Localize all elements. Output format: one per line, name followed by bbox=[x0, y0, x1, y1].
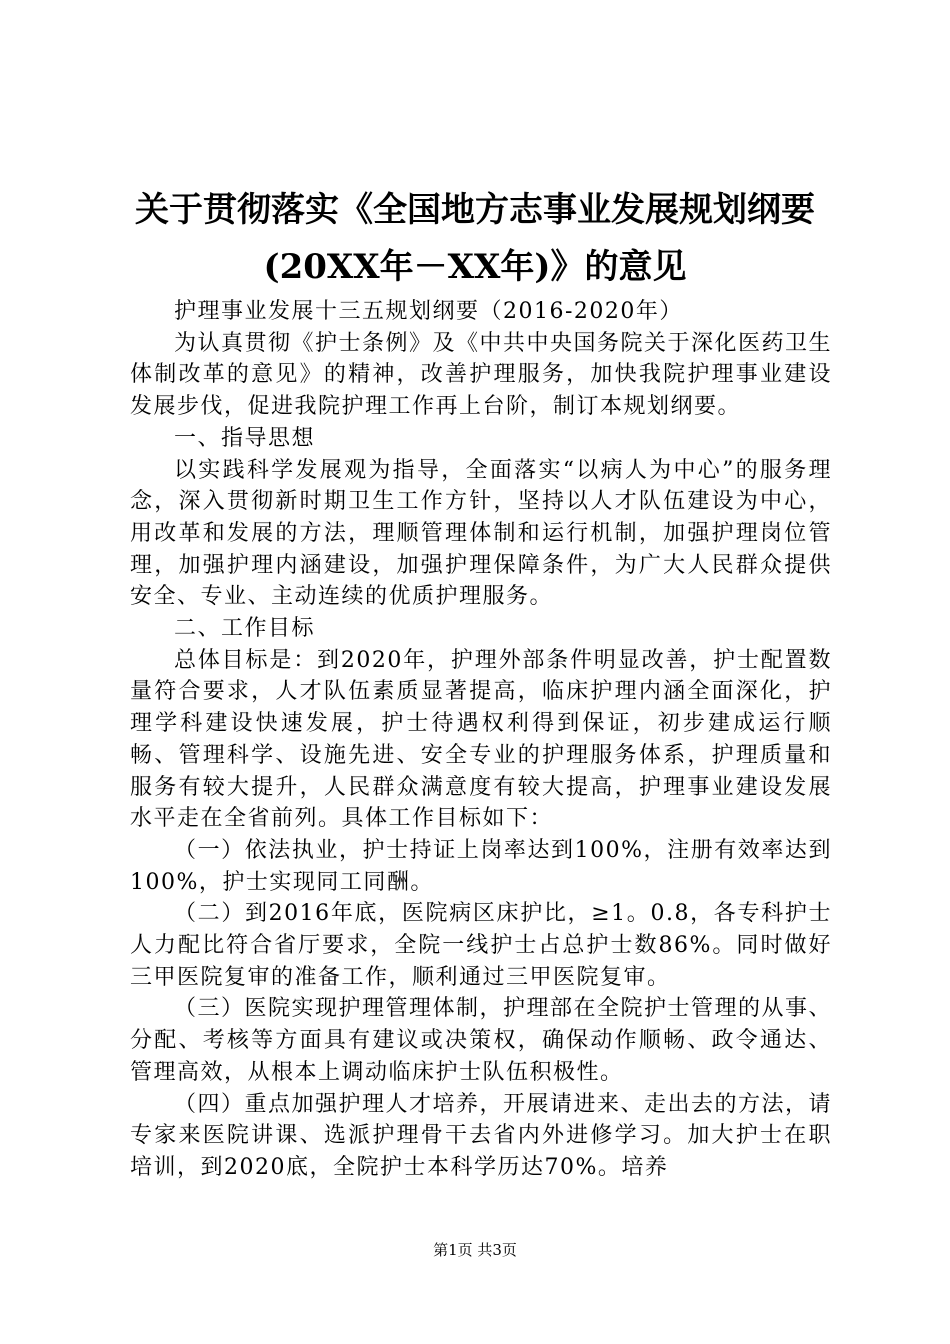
subtitle-paragraph: 护理事业发展十三五规划纲要（2016-2020年） bbox=[174, 299, 683, 324]
goal-item-2: （二）到2016年底，医院病区床护比，≥1。0.8，各专科护士人力配比符合省厅要求，全院一线护士占总护士数86%。同时做好三甲医院复审的准备工作，顺利通过三甲医院复审。 bbox=[130, 901, 832, 990]
intro-paragraph: 为认真贯彻《护士条例》及《中共中央国务院关于深化医药卫生体制改革的意见》的精神，改善护理服务，加快我院护理事业建设发展步伐，促进我院护理工作再上台阶，制订本规划纲要。 bbox=[130, 330, 833, 420]
document-title-line-2: (20XX年－XX年)》的意见 bbox=[263, 247, 687, 287]
overall-goal-paragraph: 总体目标是：到2020年，护理外部条件明显改善，护士配置数量符合要求，人才队伍素质显著提高，临床护理内涵全面深化，护理学科建设快速发展，护士待遇权利得到保证，初步建成运行顺畅、管理科学、设施先进、安全专业的护理服务体系，护理质量和服务有较大提升，人民群众满意度有较大提高，护理事业建设发展水平走在全省前列。具体工作目标如下： bbox=[130, 647, 832, 832]
section-heading-work-goals: 二、工作目标 bbox=[174, 616, 316, 642]
goal-item-4: （四）重点加强护理人才培养，开展请进来、走出去的方法，请专家来医院讲课、选派护理骨干去省内外进修学习。加大护士在职培训，到2020底，全院护士本科学历达70%。培养 bbox=[130, 1091, 833, 1180]
section-heading-guiding-ideology: 一、指导思想 bbox=[174, 425, 316, 451]
goal-item-1: （一）依法执业，护士持证上岗率达到100%，注册有效率达到100%，护士实现同工同酬。 bbox=[130, 837, 832, 895]
guiding-ideology-paragraph: 以实践科学发展观为指导，全面落实“以病人为中心”的服务理念，深入贯彻新时期卫生工作方针，坚持以人才队伍建设为中心，用改革和发展的方法，理顺管理体制和运行机制，加强护理岗位管理，加强护理内涵建设，加强护理保障条件，为广大人民群众提供安全、专业、主动连续的优质护理服务。 bbox=[130, 457, 832, 610]
goal-item-3: （三）医院实现护理管理体制，护理部在全院护士管理的从事、分配、考核等方面具有建议或决策权，确保动作顺畅、政令通达、管理高效，从根本上调动临床护士队伍积极性。 bbox=[130, 996, 833, 1085]
document-title-line-1: 关于贯彻落实《全国地方志事业发展规划纲要 bbox=[135, 190, 815, 230]
page-number-footer: 第1页 共3页 bbox=[433, 1241, 517, 1259]
document-body bbox=[130, 296, 832, 1184]
